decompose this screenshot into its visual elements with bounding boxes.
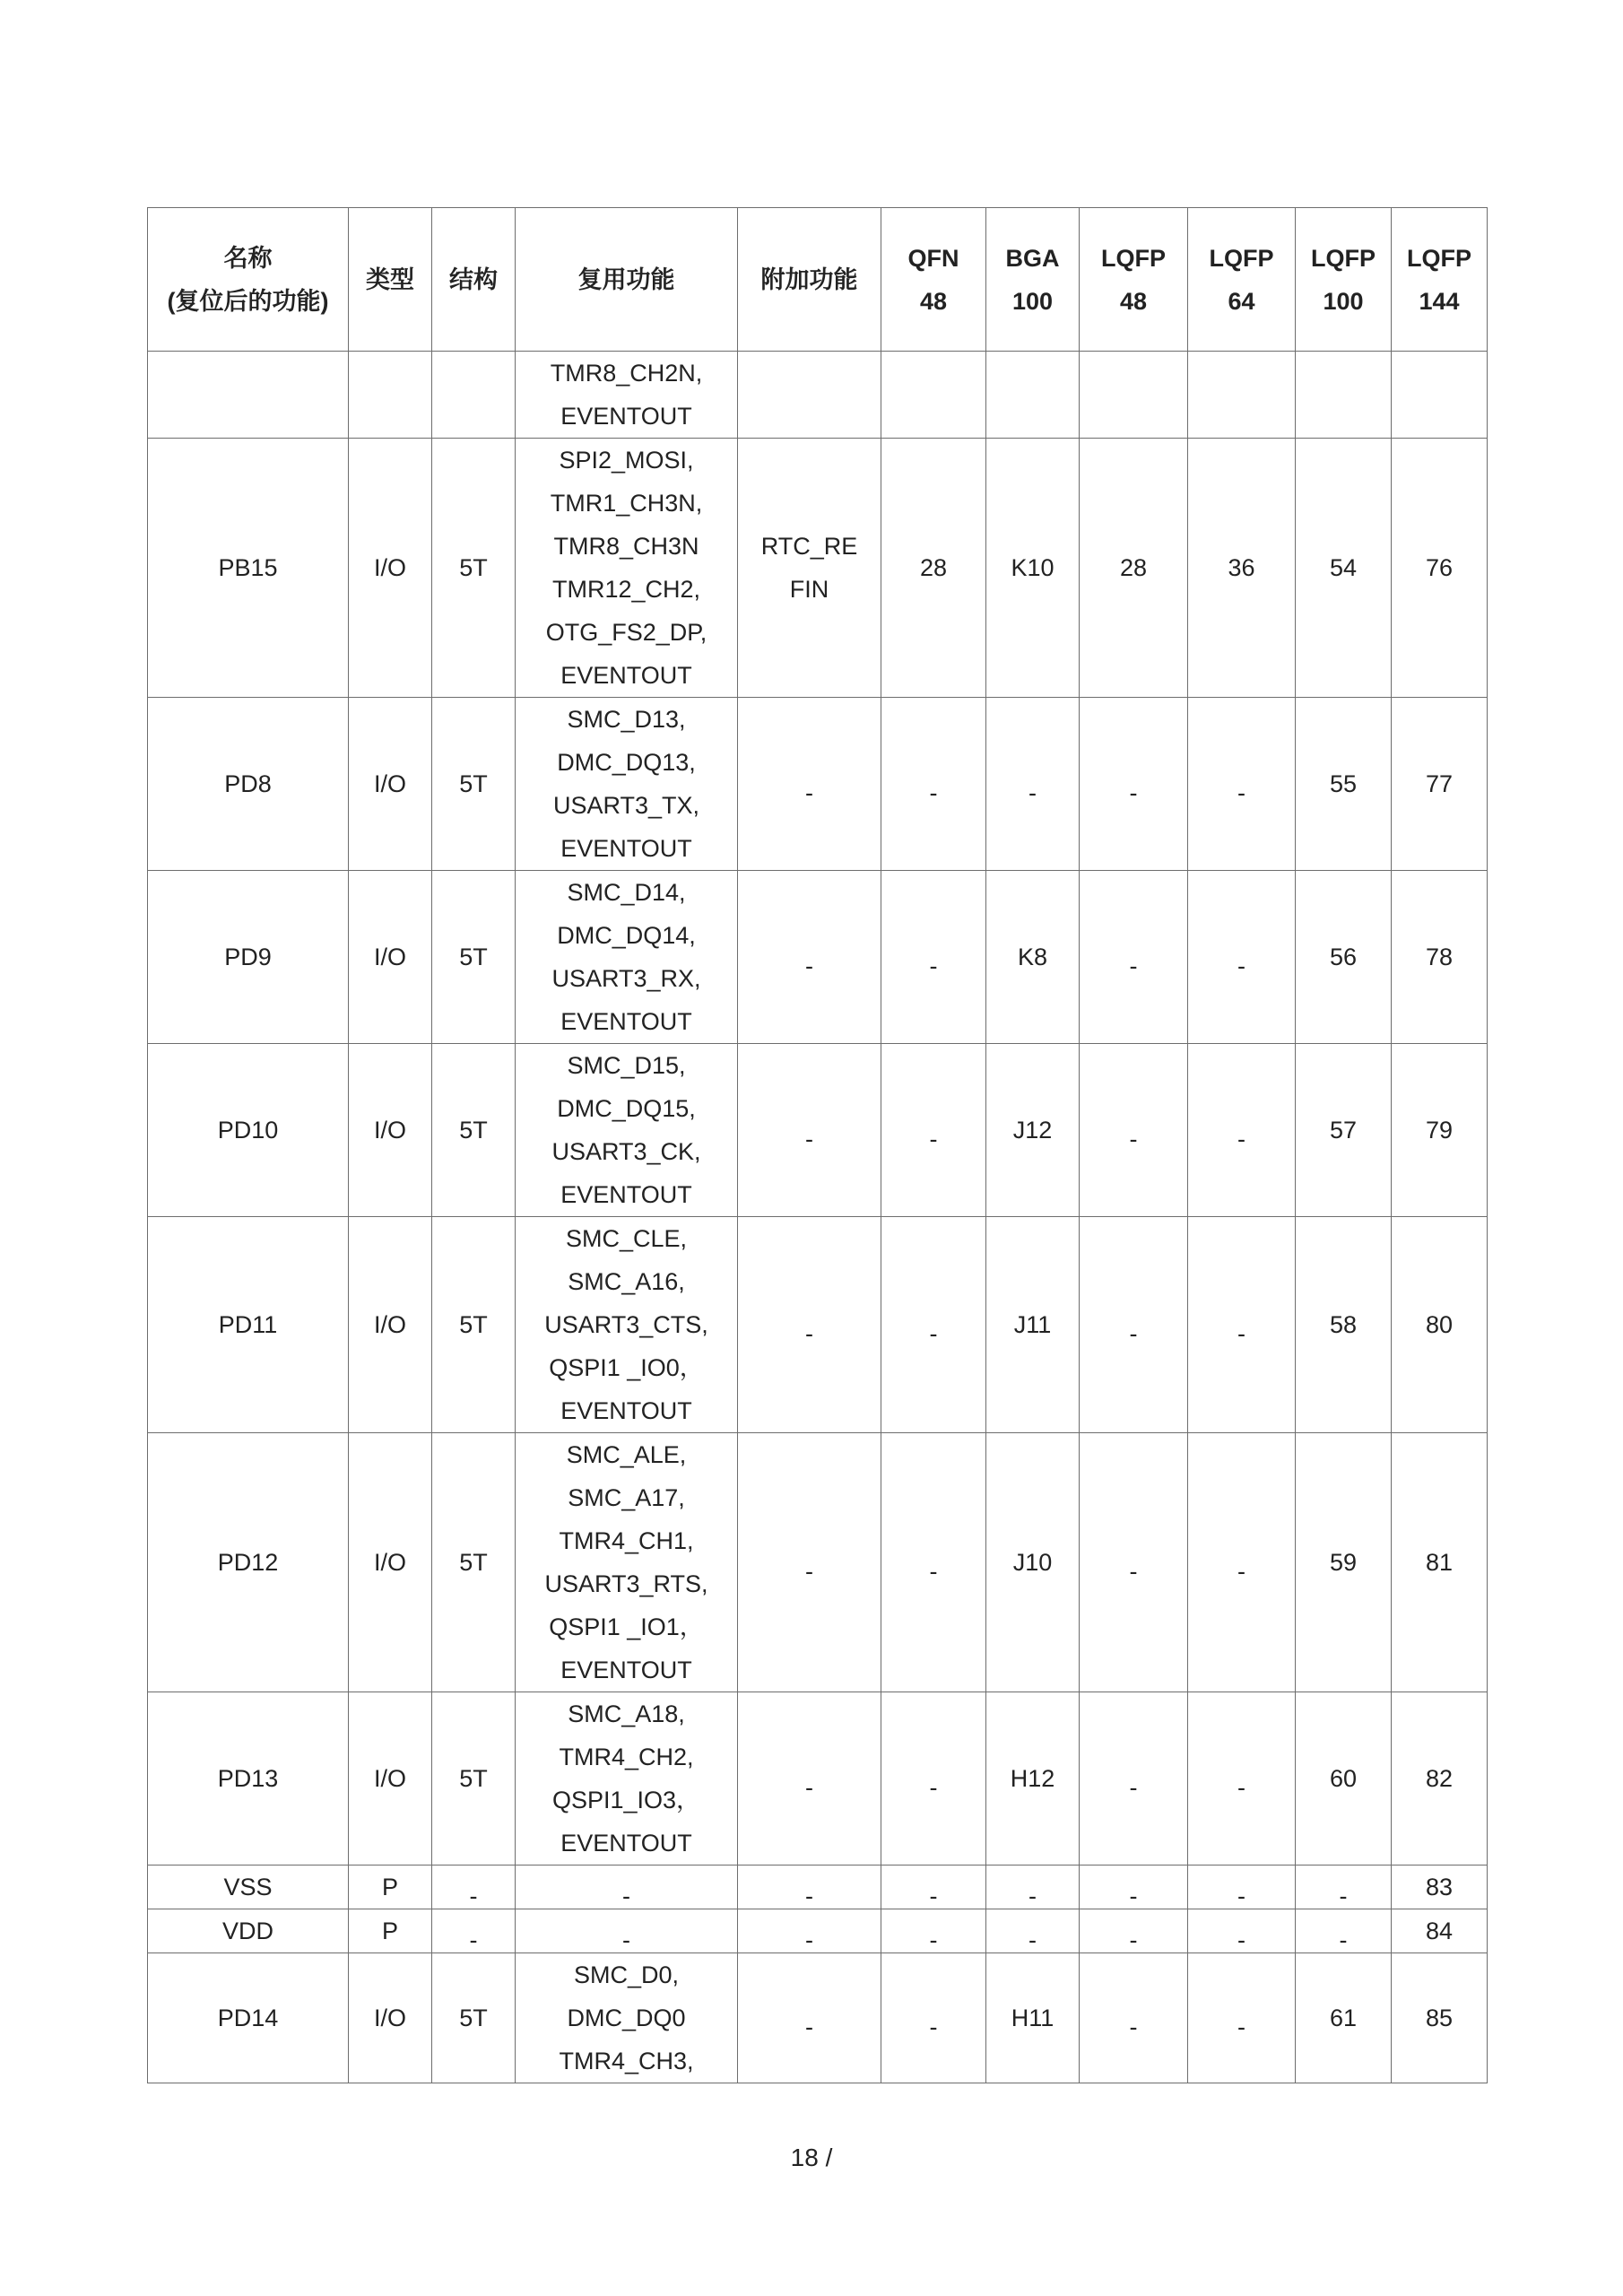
cell-type-text: P bbox=[381, 1918, 398, 1944]
header-lqfp100-line1: LQFP bbox=[1311, 244, 1376, 272]
cell-additional-function bbox=[738, 439, 881, 698]
cell-lqfp64-text: - bbox=[1237, 1558, 1245, 1585]
cell-lqfp64-text: - bbox=[1237, 1926, 1245, 1953]
cell-type bbox=[349, 439, 432, 698]
cell-lqfp48 bbox=[1080, 439, 1188, 698]
cell-lqfp48 bbox=[1080, 352, 1188, 439]
cell-name bbox=[148, 1044, 349, 1217]
cell-lqfp48-text: 28 bbox=[1119, 554, 1148, 581]
header-bga100 bbox=[986, 208, 1080, 352]
cell-structure bbox=[432, 1044, 516, 1217]
cell-lqfp100-text: 54 bbox=[1329, 554, 1358, 581]
cell-lqfp48 bbox=[1080, 1866, 1188, 1909]
table-row bbox=[148, 352, 1488, 439]
table-row bbox=[148, 698, 1488, 871]
cell-lqfp64 bbox=[1188, 439, 1296, 698]
cell-lqfp144-text: 79 bbox=[1425, 1117, 1454, 1144]
alternate-function-line: DMC_DQ14, bbox=[557, 922, 696, 949]
cell-name bbox=[148, 698, 349, 871]
cell-type-text: I/O bbox=[373, 1765, 406, 1792]
cell-additional-function-text: - bbox=[805, 1558, 813, 1585]
cell-name bbox=[148, 1433, 349, 1692]
cell-additional-function-text: - bbox=[805, 1883, 813, 1909]
cell-name-text: PD13 bbox=[217, 1765, 279, 1792]
header-lqfp48-line2: 48 bbox=[1119, 287, 1148, 315]
alternate-function-line: DMC_DQ0 bbox=[567, 2005, 686, 2031]
cell-structure bbox=[432, 1433, 516, 1692]
cell-additional-function bbox=[738, 1692, 881, 1866]
header-name bbox=[148, 208, 349, 352]
cell-lqfp64 bbox=[1188, 1953, 1296, 2083]
cell-lqfp64-text: - bbox=[1237, 1126, 1245, 1152]
cell-lqfp100 bbox=[1296, 1217, 1392, 1433]
table-row bbox=[148, 1909, 1488, 1953]
header-lqfp48 bbox=[1080, 208, 1188, 352]
cell-structure bbox=[432, 352, 516, 439]
alternate-function-line: SMC_A16, bbox=[568, 1268, 685, 1295]
cell-structure-text: 5T bbox=[459, 1117, 488, 1144]
cell-type-text: I/O bbox=[373, 770, 406, 797]
cell-bga100 bbox=[986, 352, 1080, 439]
cell-lqfp144 bbox=[1392, 439, 1488, 698]
header-qfn48-line1: QFN bbox=[907, 244, 959, 272]
header-lqfp100-line2: 100 bbox=[1323, 287, 1364, 315]
cell-lqfp64 bbox=[1188, 1433, 1296, 1692]
cell-type-text: I/O bbox=[373, 1549, 406, 1576]
cell-qfn48-text: - bbox=[929, 952, 938, 979]
cell-additional-function bbox=[738, 352, 881, 439]
cell-structure bbox=[432, 1692, 516, 1866]
alternate-function-line: - bbox=[622, 1883, 630, 1909]
pin-definition-table bbox=[147, 207, 1488, 2083]
cell-alternate-function bbox=[516, 1433, 738, 1692]
cell-bga100-text: - bbox=[1028, 1883, 1037, 1909]
cell-name bbox=[148, 1909, 349, 1953]
cell-type bbox=[349, 1433, 432, 1692]
cell-alternate-function bbox=[516, 439, 738, 698]
cell-additional-function-text: - bbox=[805, 1320, 813, 1347]
cell-structure bbox=[432, 1953, 516, 2083]
cell-name-text: VDD bbox=[221, 1918, 273, 1944]
header-bga100-line1: BGA bbox=[1005, 244, 1060, 272]
cell-lqfp144-text: 85 bbox=[1425, 2005, 1454, 2031]
cell-structure-text: 5T bbox=[459, 554, 488, 581]
cell-type bbox=[349, 1909, 432, 1953]
cell-qfn48 bbox=[881, 439, 986, 698]
alternate-function-line: EVENTOUT bbox=[560, 662, 692, 689]
cell-lqfp144-text: 82 bbox=[1425, 1765, 1454, 1792]
alternate-function-line: USART3_CTS, bbox=[544, 1311, 708, 1338]
cell-bga100-text: K10 bbox=[1011, 554, 1055, 581]
cell-bga100-text: J10 bbox=[1012, 1549, 1053, 1576]
cell-lqfp48-text: - bbox=[1129, 1774, 1138, 1801]
cell-bga100 bbox=[986, 439, 1080, 698]
alternate-function-line: SMC_CLE, bbox=[565, 1225, 688, 1252]
cell-lqfp64-text: - bbox=[1237, 2013, 1245, 2040]
alternate-function-line: TMR4_CH1, bbox=[559, 1527, 694, 1554]
cell-lqfp64-text: - bbox=[1237, 779, 1245, 806]
cell-structure-text: 5T bbox=[459, 1549, 488, 1576]
cell-bga100 bbox=[986, 1692, 1080, 1866]
cell-lqfp100 bbox=[1296, 1692, 1392, 1866]
cell-type bbox=[349, 1692, 432, 1866]
cell-lqfp48-text: - bbox=[1129, 952, 1138, 979]
cell-lqfp48 bbox=[1080, 1217, 1188, 1433]
cell-bga100-text: H11 bbox=[1011, 2005, 1055, 2031]
cell-type bbox=[349, 352, 432, 439]
table-header-row bbox=[148, 208, 1488, 352]
cell-lqfp144 bbox=[1392, 1953, 1488, 2083]
cell-lqfp100-text: - bbox=[1339, 1926, 1348, 1953]
alternate-function-line: SMC_ALE, bbox=[566, 1441, 687, 1468]
cell-type bbox=[349, 1044, 432, 1217]
header-lqfp64-line2: 64 bbox=[1228, 287, 1255, 315]
cell-structure bbox=[432, 698, 516, 871]
cell-lqfp100 bbox=[1296, 352, 1392, 439]
cell-bga100-text: J11 bbox=[1013, 1311, 1052, 1338]
cell-alternate-function bbox=[516, 698, 738, 871]
cell-additional-function-text: - bbox=[805, 1774, 813, 1801]
cell-bga100 bbox=[986, 1044, 1080, 1217]
alternate-function-line: EVENTOUT bbox=[560, 1657, 692, 1683]
cell-lqfp144 bbox=[1392, 871, 1488, 1044]
alternate-function-line: QSPI1 _IO0， bbox=[549, 1354, 704, 1381]
cell-lqfp144 bbox=[1392, 1866, 1488, 1909]
cell-lqfp48 bbox=[1080, 1044, 1188, 1217]
cell-qfn48-text: - bbox=[929, 2013, 938, 2040]
cell-additional-function bbox=[738, 1433, 881, 1692]
cell-additional-function-text: - bbox=[805, 952, 813, 979]
cell-structure bbox=[432, 871, 516, 1044]
cell-type-text: I/O bbox=[373, 1117, 406, 1144]
cell-alternate-function bbox=[516, 1953, 738, 2083]
table-row bbox=[148, 871, 1488, 1044]
cell-name-text: PD10 bbox=[217, 1117, 279, 1144]
cell-name-text: PD14 bbox=[217, 2005, 279, 2031]
header-lqfp64 bbox=[1188, 208, 1296, 352]
cell-structure-text: 5T bbox=[459, 944, 488, 970]
cell-lqfp48-text: - bbox=[1129, 779, 1138, 806]
cell-lqfp100 bbox=[1296, 698, 1392, 871]
header-name-line: 名称 bbox=[223, 244, 273, 272]
alternate-function-line: SMC_A18, bbox=[568, 1700, 685, 1727]
cell-type-text: P bbox=[381, 1874, 398, 1900]
alternate-function-line: USART3_RX, bbox=[551, 965, 701, 992]
cell-alternate-function bbox=[516, 1692, 738, 1866]
cell-name-text: PD12 bbox=[217, 1549, 279, 1576]
cell-structure bbox=[432, 439, 516, 698]
alternate-function-line: EVENTOUT bbox=[560, 1008, 692, 1035]
cell-type-text: I/O bbox=[373, 2005, 406, 2031]
cell-name-text: PD11 bbox=[218, 1311, 278, 1338]
alternate-function-line: - bbox=[622, 1926, 630, 1953]
cell-structure bbox=[432, 1866, 516, 1909]
alternate-function-line: SMC_D15, bbox=[567, 1052, 686, 1079]
cell-qfn48 bbox=[881, 1433, 986, 1692]
table-body bbox=[148, 352, 1488, 2083]
page-number: 18 / bbox=[790, 2144, 833, 2171]
alternate-function-line: TMR8_CH2N, bbox=[550, 360, 703, 387]
cell-alternate-function bbox=[516, 1044, 738, 1217]
header-qfn48-line2: 48 bbox=[919, 287, 948, 315]
cell-lqfp64-text: - bbox=[1237, 1774, 1245, 1801]
header-lqfp144 bbox=[1392, 208, 1488, 352]
cell-structure-text: 5T bbox=[459, 2005, 488, 2031]
cell-name-text: VSS bbox=[223, 1874, 273, 1900]
alternate-function-line: TMR8_CH3N bbox=[553, 533, 699, 560]
cell-lqfp144-text: 76 bbox=[1425, 554, 1454, 581]
cell-structure-text: 5T bbox=[459, 1311, 488, 1338]
cell-lqfp100 bbox=[1296, 1433, 1392, 1692]
cell-lqfp64 bbox=[1188, 1217, 1296, 1433]
alternate-function-line: SMC_D0, bbox=[573, 1961, 680, 1988]
cell-additional-function-text: - bbox=[805, 779, 813, 806]
cell-additional-function bbox=[738, 1866, 881, 1909]
cell-qfn48 bbox=[881, 871, 986, 1044]
cell-structure bbox=[432, 1217, 516, 1433]
cell-additional-function bbox=[738, 871, 881, 1044]
cell-qfn48-text: - bbox=[929, 1926, 938, 1953]
cell-lqfp48 bbox=[1080, 1692, 1188, 1866]
cell-lqfp100 bbox=[1296, 439, 1392, 698]
cell-structure-text: 5T bbox=[459, 770, 488, 797]
cell-qfn48-text: - bbox=[929, 1126, 938, 1152]
cell-lqfp48-text: - bbox=[1129, 1883, 1138, 1909]
cell-type bbox=[349, 1217, 432, 1433]
header-lqfp144-line1: LQFP bbox=[1407, 244, 1471, 272]
cell-qfn48-text: - bbox=[929, 1774, 938, 1801]
cell-lqfp48 bbox=[1080, 698, 1188, 871]
cell-type bbox=[349, 1866, 432, 1909]
cell-lqfp64-text: - bbox=[1237, 1883, 1245, 1909]
table-row bbox=[148, 1692, 1488, 1866]
header-bga100-line2: 100 bbox=[1011, 287, 1054, 315]
cell-qfn48-text: - bbox=[929, 779, 938, 806]
cell-type-text: I/O bbox=[373, 554, 406, 581]
cell-qfn48-text: 28 bbox=[919, 554, 948, 581]
cell-lqfp100-text: 61 bbox=[1329, 2005, 1358, 2031]
table-row bbox=[148, 1953, 1488, 2083]
header-type: 类型 bbox=[349, 208, 432, 352]
cell-structure-text: 5T bbox=[459, 1765, 488, 1792]
alternate-function-line: TMR1_CH3N, bbox=[550, 490, 703, 517]
cell-lqfp144 bbox=[1392, 1433, 1488, 1692]
cell-lqfp64 bbox=[1188, 352, 1296, 439]
cell-name-text: PD9 bbox=[224, 944, 272, 970]
cell-lqfp100 bbox=[1296, 871, 1392, 1044]
cell-alternate-function bbox=[516, 1866, 738, 1909]
cell-bga100-text: - bbox=[1028, 1926, 1037, 1953]
header-additional-function: 附加功能 bbox=[738, 208, 881, 352]
cell-bga100 bbox=[986, 871, 1080, 1044]
cell-additional-function bbox=[738, 1217, 881, 1433]
cell-lqfp144-text: 77 bbox=[1425, 770, 1454, 797]
cell-qfn48 bbox=[881, 698, 986, 871]
cell-name bbox=[148, 1866, 349, 1909]
cell-structure-text: - bbox=[469, 1883, 478, 1909]
cell-name bbox=[148, 352, 349, 439]
cell-qfn48 bbox=[881, 1217, 986, 1433]
cell-alternate-function bbox=[516, 1217, 738, 1433]
cell-qfn48-text: - bbox=[929, 1558, 938, 1585]
cell-lqfp144 bbox=[1392, 1909, 1488, 1953]
cell-type bbox=[349, 698, 432, 871]
cell-lqfp64 bbox=[1188, 1866, 1296, 1909]
cell-bga100-text: - bbox=[1028, 779, 1037, 806]
cell-lqfp144-text: 78 bbox=[1425, 944, 1454, 970]
cell-additional-function bbox=[738, 1044, 881, 1217]
cell-lqfp100-text: 57 bbox=[1329, 1117, 1358, 1144]
cell-lqfp100 bbox=[1296, 1866, 1392, 1909]
cell-structure-text: - bbox=[469, 1926, 478, 1953]
cell-lqfp48 bbox=[1080, 1433, 1188, 1692]
cell-additional-function-text: - bbox=[805, 1926, 813, 1953]
cell-lqfp64-text: - bbox=[1237, 1320, 1245, 1347]
header-alternate-function: 复用功能 bbox=[516, 208, 738, 352]
header-lqfp64-line1: LQFP bbox=[1209, 244, 1274, 272]
alternate-function-line: USART3_CK, bbox=[551, 1138, 701, 1165]
alternate-function-line: EVENTOUT bbox=[560, 835, 692, 862]
alternate-function-line: EVENTOUT bbox=[560, 1397, 692, 1424]
cell-bga100 bbox=[986, 1217, 1080, 1433]
cell-additional-function bbox=[738, 698, 881, 871]
cell-lqfp144-text: 81 bbox=[1425, 1549, 1454, 1576]
cell-lqfp100-text: 56 bbox=[1329, 944, 1358, 970]
table-row bbox=[148, 439, 1488, 698]
alternate-function-line: SMC_A17, bbox=[568, 1484, 685, 1511]
cell-qfn48 bbox=[881, 1953, 986, 2083]
cell-lqfp48-text: - bbox=[1129, 1126, 1138, 1152]
alternate-function-line: QSPI1_IO3， bbox=[551, 1787, 701, 1813]
cell-name bbox=[148, 1692, 349, 1866]
cell-lqfp48-text: - bbox=[1129, 1320, 1138, 1347]
cell-lqfp144 bbox=[1392, 698, 1488, 871]
header-lqfp48-line1: LQFP bbox=[1101, 244, 1166, 272]
cell-name bbox=[148, 1953, 349, 2083]
cell-bga100 bbox=[986, 1866, 1080, 1909]
cell-bga100 bbox=[986, 1953, 1080, 2083]
cell-lqfp64 bbox=[1188, 698, 1296, 871]
cell-lqfp144 bbox=[1392, 1217, 1488, 1433]
cell-bga100 bbox=[986, 1433, 1080, 1692]
alternate-function-line: TMR12_CH2, bbox=[551, 576, 701, 603]
cell-lqfp144-text: 83 bbox=[1425, 1874, 1454, 1900]
alternate-function-line: TMR4_CH3, bbox=[559, 2048, 694, 2074]
alternate-function-line: SMC_D14, bbox=[567, 879, 686, 906]
table-row bbox=[148, 1433, 1488, 1692]
cell-lqfp100-text: 59 bbox=[1329, 1549, 1358, 1576]
alternate-function-line: SMC_D13, bbox=[567, 706, 686, 733]
alternate-function-line: USART3_TX, bbox=[552, 792, 700, 819]
cell-lqfp48 bbox=[1080, 1953, 1188, 2083]
cell-lqfp48-text: - bbox=[1129, 1926, 1138, 1953]
header-qfn48 bbox=[881, 208, 986, 352]
cell-bga100-text: H12 bbox=[1010, 1765, 1055, 1792]
cell-additional-function-text: - bbox=[805, 2013, 813, 2040]
cell-lqfp48-text: - bbox=[1129, 1558, 1138, 1585]
cell-type-text: I/O bbox=[373, 944, 406, 970]
cell-qfn48 bbox=[881, 1692, 986, 1866]
table-row bbox=[148, 1044, 1488, 1217]
cell-lqfp100-text: - bbox=[1339, 1883, 1348, 1909]
cell-qfn48 bbox=[881, 1044, 986, 1217]
alternate-function-line: TMR4_CH2, bbox=[559, 1744, 694, 1770]
cell-lqfp144 bbox=[1392, 1044, 1488, 1217]
cell-lqfp64 bbox=[1188, 871, 1296, 1044]
cell-additional-function bbox=[738, 1953, 881, 2083]
cell-type bbox=[349, 1953, 432, 2083]
cell-lqfp100 bbox=[1296, 1044, 1392, 1217]
cell-lqfp64-text: 36 bbox=[1228, 554, 1255, 581]
cell-bga100 bbox=[986, 698, 1080, 871]
cell-qfn48-text: - bbox=[929, 1320, 938, 1347]
cell-bga100-text: J12 bbox=[1012, 1117, 1053, 1144]
cell-qfn48 bbox=[881, 352, 986, 439]
cell-additional-function-text: - bbox=[805, 1126, 813, 1152]
cell-bga100-text: K8 bbox=[1017, 944, 1048, 970]
alternate-function-line: USART3_RTS, bbox=[544, 1570, 708, 1597]
alternate-function-line: EVENTOUT bbox=[560, 1181, 692, 1208]
cell-name bbox=[148, 1217, 349, 1433]
cell-lqfp100-text: 60 bbox=[1329, 1765, 1358, 1792]
cell-name-text: PB15 bbox=[218, 554, 278, 581]
alternate-function-line: EVENTOUT bbox=[560, 403, 692, 430]
alternate-function-line: SPI2_MOSI, bbox=[559, 447, 694, 474]
cell-lqfp48 bbox=[1080, 871, 1188, 1044]
cell-lqfp100-text: 58 bbox=[1329, 1311, 1358, 1338]
alternate-function-line: DMC_DQ15, bbox=[557, 1095, 696, 1122]
alternate-function-line: EVENTOUT bbox=[560, 1830, 692, 1857]
cell-lqfp100-text: 55 bbox=[1329, 770, 1358, 797]
cell-alternate-function bbox=[516, 871, 738, 1044]
cell-lqfp64-text: - bbox=[1237, 952, 1245, 979]
cell-type-text: I/O bbox=[373, 1311, 406, 1338]
cell-lqfp100 bbox=[1296, 1953, 1392, 2083]
header-name-subline: (复位后的功能) bbox=[167, 287, 329, 315]
cell-name bbox=[148, 871, 349, 1044]
alternate-function-line: QSPI1 _IO1， bbox=[549, 1613, 704, 1640]
cell-lqfp144 bbox=[1392, 352, 1488, 439]
header-lqfp144-line2: 144 bbox=[1419, 287, 1460, 315]
cell-lqfp64 bbox=[1188, 1044, 1296, 1217]
cell-lqfp64 bbox=[1188, 1692, 1296, 1866]
table-row bbox=[148, 1217, 1488, 1433]
cell-qfn48 bbox=[881, 1866, 986, 1909]
cell-type bbox=[349, 871, 432, 1044]
table-row bbox=[148, 1866, 1488, 1909]
cell-lqfp48-text: - bbox=[1129, 2013, 1138, 2040]
cell-lqfp144-text: 84 bbox=[1425, 1918, 1454, 1944]
cell-additional-function-text: RTC_REFIN bbox=[760, 533, 858, 603]
cell-qfn48-text: - bbox=[929, 1883, 938, 1909]
alternate-function-line: DMC_DQ13, bbox=[557, 749, 696, 776]
cell-name-text: PD8 bbox=[224, 770, 272, 797]
alternate-function-line: OTG_FS2_DP, bbox=[545, 619, 707, 646]
header-structure: 结构 bbox=[432, 208, 516, 352]
header-lqfp100 bbox=[1296, 208, 1392, 352]
cell-name bbox=[148, 439, 349, 698]
cell-lqfp144-text: 80 bbox=[1425, 1311, 1454, 1338]
cell-lqfp144 bbox=[1392, 1692, 1488, 1866]
cell-alternate-function bbox=[516, 352, 738, 439]
